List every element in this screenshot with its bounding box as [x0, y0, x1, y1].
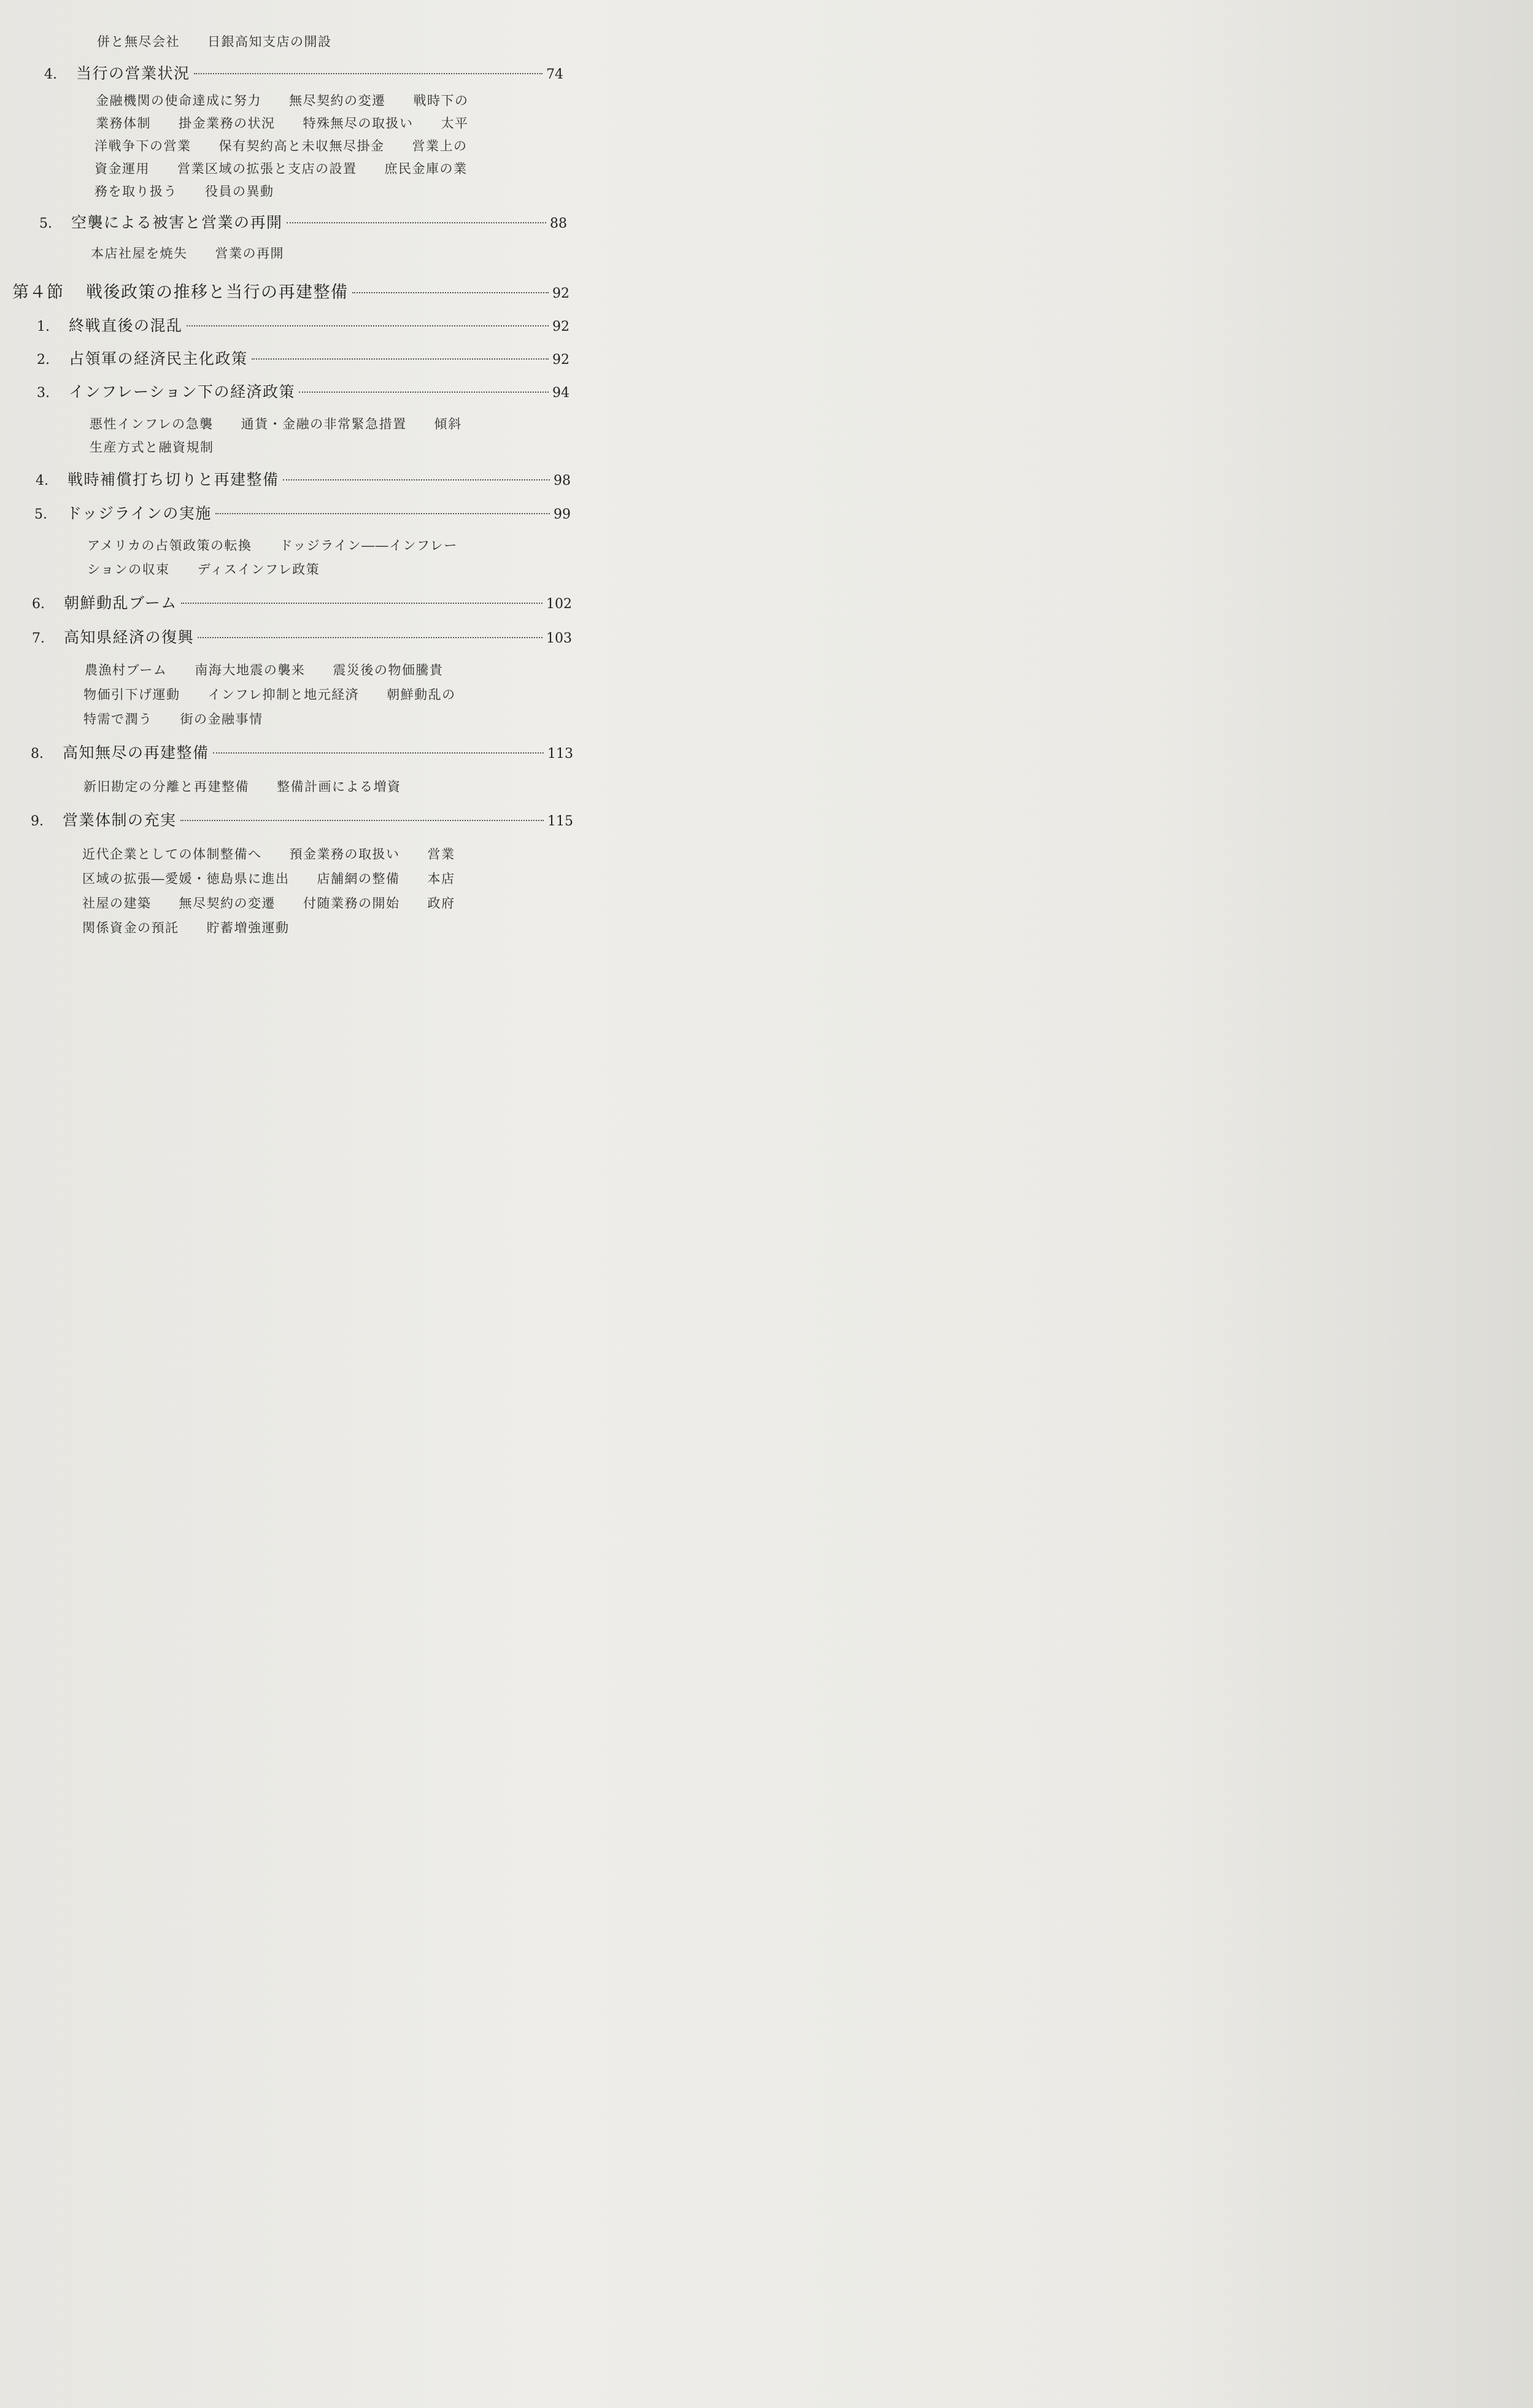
page-number: 115 [547, 814, 573, 829]
toc-subtopics: 特需で潤う 街の金融事情 [83, 712, 263, 727]
toc-subtopics: アメリカの占領政策の転換 ドッジライン――インフレー [87, 538, 458, 553]
page-number: 74 [546, 67, 563, 82]
entry-number: 4. [36, 473, 48, 488]
entry-title: 営業体制の充実 [63, 811, 177, 829]
toc-subtopics: 本店社屋を焼失 営業の再開 [91, 246, 284, 261]
entry-title: 朝鮮動乱ブーム [64, 594, 177, 612]
toc-subtopics: 生産方式と融資規制 [90, 440, 214, 455]
toc-entry [31, 741, 573, 762]
toc-entry [32, 591, 572, 612]
entry-title: インフレーション下の経済政策 [69, 383, 296, 401]
entry-number: 1. [37, 319, 50, 334]
toc-subtopics: 農漁村ブーム 南海大地震の襲来 震災後の物価騰貴 [85, 663, 444, 677]
page-number: 88 [550, 216, 567, 231]
entry-title: 高知無尽の再建整備 [63, 744, 209, 762]
entry-title: 占領軍の経済民主化政策 [69, 350, 248, 368]
entry-number: 6. [32, 596, 45, 612]
toc-subtopics: 資金運用 営業区域の拡張と支店の設置 庶民金庫の業 [95, 161, 468, 176]
page-number: 99 [554, 507, 571, 522]
dot-leader [299, 392, 549, 393]
toc-entry [36, 468, 571, 488]
page-number: 102 [546, 596, 572, 612]
page-number: 103 [546, 631, 572, 646]
page-number: 92 [552, 319, 570, 334]
dot-leader [194, 73, 543, 74]
section-heading [12, 279, 570, 302]
entry-title: ドッジラインの実施 [66, 504, 212, 522]
toc-subtopics: ションの収束 ディスインフレ政策 [87, 562, 320, 577]
dot-leader [213, 752, 544, 754]
toc-entry [32, 625, 572, 646]
entry-number: 5. [34, 507, 47, 522]
entry-number: 5. [39, 216, 52, 231]
dot-leader [252, 358, 549, 360]
dot-leader [180, 820, 544, 821]
dot-leader [181, 603, 543, 604]
section-label: 第４節 [12, 283, 64, 302]
toc-subtopics: 悪性インフレの急襲 通貨・金融の非常緊急措置 傾斜 [90, 417, 462, 431]
entry-number: 4. [44, 67, 57, 82]
toc-subtopics: 近代企業としての体制整備へ 預金業務の取扱い 営業 [82, 847, 455, 862]
dot-leader [198, 637, 543, 638]
toc-subtopics: 金融機関の使命達成に努力 無尽契約の変遷 戦時下の [96, 93, 469, 108]
toc-subtopics: 関係資金の預託 貯蓄増強運動 [82, 920, 290, 935]
toc-entry [31, 808, 573, 829]
toc-entry [34, 501, 571, 522]
toc-subtopics: 併と無尽会社 日銀高知支店の開設 [97, 34, 332, 49]
entry-number: 2. [37, 352, 50, 368]
entry-number: 7. [32, 631, 45, 646]
page-number: 92 [552, 286, 570, 301]
toc-entry [37, 380, 570, 401]
dot-leader [215, 513, 550, 514]
page-number: 98 [554, 473, 571, 488]
toc-subtopics: 区域の拡張―愛媛・徳島県に進出 店舗網の整備 本店 [82, 871, 455, 886]
page-number: 94 [552, 385, 570, 401]
section-title: 戦後政策の推移と当行の再建整備 [86, 283, 349, 302]
toc-entry [39, 210, 567, 231]
toc-page [0, 0, 612, 962]
entry-number: 9. [31, 814, 44, 829]
entry-title: 空襲による被害と営業の再開 [71, 214, 283, 231]
toc-subtopics: 業務体制 掛金業務の状況 特殊無尽の取扱い 太平 [96, 116, 469, 131]
dot-leader [283, 479, 550, 480]
entry-title: 当行の営業状況 [76, 64, 190, 82]
toc-entry [37, 314, 570, 334]
entry-title: 終戦直後の混乱 [69, 317, 183, 334]
page-number: 113 [547, 746, 573, 762]
toc-subtopics: 新旧勘定の分離と再建整備 整備計画による増資 [83, 779, 401, 794]
entry-title: 戦時補償打ち切りと再建整備 [68, 471, 279, 488]
entry-number: 8. [31, 746, 44, 762]
toc-entry [44, 61, 563, 82]
dot-leader [352, 292, 549, 293]
toc-entry [37, 347, 570, 368]
dot-leader [187, 325, 549, 326]
page-number: 92 [552, 352, 570, 368]
entry-number: 3. [37, 385, 50, 401]
dot-leader [287, 222, 546, 223]
toc-subtopics: 物価引下げ運動 インフレ抑制と地元経済 朝鮮動乱の [83, 687, 456, 702]
entry-title: 高知県経済の復興 [64, 628, 195, 646]
toc-subtopics: 洋戦争下の営業 保有契約高と未収無尽掛金 営業上の [95, 139, 468, 153]
toc-subtopics: 務を取り扱う 役員の異動 [95, 184, 274, 199]
toc-subtopics: 社屋の建築 無尽契約の変遷 付随業務の開始 政府 [82, 896, 455, 911]
